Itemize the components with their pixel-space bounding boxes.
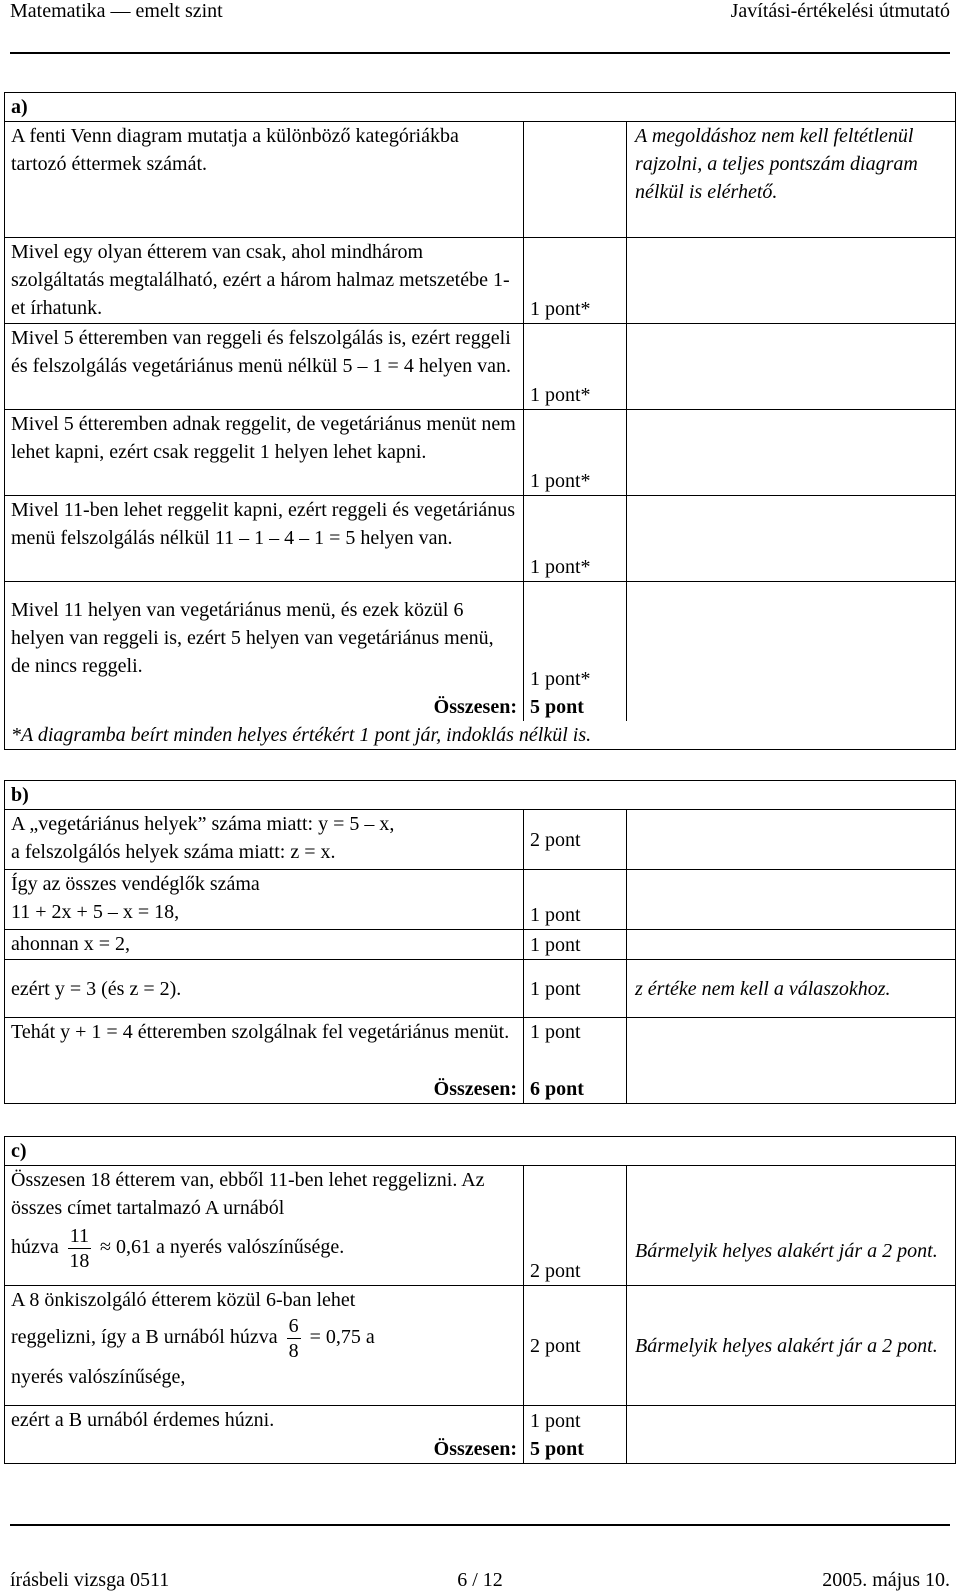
b-row-2a: Így az összes vendéglők száma xyxy=(11,873,260,895)
a-row-4-note xyxy=(627,409,955,495)
c-row-2-text xyxy=(5,1285,524,1405)
b-row-4-text: ezért y = 3 (és z = 2). xyxy=(5,959,524,1017)
c-row-1a: Összesen 18 étterem van, ebből 11-ben lehet reggelizni. Az összes címet tartalmazó A urnából xyxy=(11,1169,485,1219)
a-footnote: *A diagramba beírt minden helyes értékért 1 pont jár, indoklás nélkül is. xyxy=(11,724,592,746)
a-row-1-text: A fenti Venn diagram mutatja a különböző kategóriákba tartozó éttermek számát. xyxy=(5,121,524,237)
a-total-value: 5 pont xyxy=(524,693,627,721)
c-row-2-fraction xyxy=(287,1314,301,1363)
c-row-2c: nyerés valószínűsége, xyxy=(11,1366,186,1388)
c-row-2-denominator: 8 xyxy=(288,1340,299,1362)
b-row-3-points: 1 pont xyxy=(524,929,627,959)
a-row-4-points: 1 pont* xyxy=(524,409,627,495)
a-row-5-points: 1 pont* xyxy=(524,495,627,581)
footer-right: 2005. május 10. xyxy=(822,1569,950,1591)
header-left: Matematika — emelt szint xyxy=(10,0,223,22)
a-row-3-text: Mivel 5 étteremben van reggeli és felszolgálás is, ezért reggeli és felszolgálás vegetáriánus menü nélkül 5 – 1 = 4 helyen van. xyxy=(5,323,524,409)
a-row-6-note xyxy=(627,581,955,693)
c-row-1-points: 2 pont xyxy=(524,1165,627,1285)
c-row-1-text xyxy=(5,1165,524,1285)
b-row-1-text xyxy=(5,809,524,869)
b-row-1a: A „vegetáriánus helyek” száma miatt: y = 5 – x, xyxy=(11,813,395,835)
header-right: Javítási-értékelési útmutató xyxy=(730,0,950,22)
a-row-3-note xyxy=(627,323,955,409)
a-row-6-text: Mivel 11 helyen van vegetáriánus menü, és ezek közül 6 helyen van reggeli is, ezért 5 helyen van vegetáriánus menü, de nincs reggeli. xyxy=(5,581,524,693)
c-row-1-pre: húzva xyxy=(11,1236,59,1259)
b-total-label: Összesen: xyxy=(5,1075,524,1103)
section-b-table xyxy=(4,780,956,1104)
c-row-1-denominator: 18 xyxy=(69,1250,90,1272)
c-row-3-text: ezért a B urnából érdemes húzni. xyxy=(5,1405,524,1435)
section-a-label: a) xyxy=(11,96,28,118)
footer-left: írásbeli vizsga 0511 xyxy=(10,1569,170,1591)
a-row-2-points: 1 pont* xyxy=(524,237,627,323)
page-footer xyxy=(10,1524,950,1596)
section-c-table xyxy=(4,1136,956,1464)
a-row-2-note xyxy=(627,237,955,323)
b-total-value: 6 pont xyxy=(524,1075,627,1103)
a-row-3-points: 1 pont* xyxy=(524,323,627,409)
c-row-3-points: 1 pont xyxy=(524,1405,627,1435)
section-b-label: b) xyxy=(11,784,29,806)
b-row-1b: a felszolgálós helyek száma miatt: z = x. xyxy=(11,841,336,863)
b-row-4-note: z értéke nem kell a válaszokhoz. xyxy=(627,959,955,1017)
a-row-5-note xyxy=(627,495,955,581)
c-row-1-numerator: 11 xyxy=(69,1225,90,1247)
b-row-3-text: ahonnan x = 2, xyxy=(5,929,524,959)
b-row-4-points: 1 pont xyxy=(524,959,627,1017)
c-row-1-note: Bármelyik helyes alakért jár a 2 pont. xyxy=(627,1165,955,1285)
c-row-2-points: 2 pont xyxy=(524,1285,627,1405)
b-row-2-text xyxy=(5,869,524,929)
c-row-2-numerator: 6 xyxy=(288,1315,299,1337)
a-row-4-text: Mivel 5 étteremben adnak reggelit, de vegetáriánus menüt nem lehet kapni, ezért csak reggelit 1 helyen lehet kapni. xyxy=(5,409,524,495)
c-row-1-fraction xyxy=(68,1224,91,1273)
a-row-6-points: 1 pont* xyxy=(524,581,627,693)
a-total-label: Összesen: xyxy=(5,693,524,721)
b-row-5-points: 1 pont xyxy=(524,1017,627,1075)
section-a-table xyxy=(4,92,956,750)
c-row-2-pre: reggelizni, így a B urnából húzva xyxy=(11,1326,278,1349)
a-row-1-points xyxy=(524,121,627,237)
c-row-1-post: ≈ 0,61 a nyerés valószínűsége. xyxy=(100,1236,345,1259)
section-c-label: c) xyxy=(11,1140,27,1162)
b-row-2-points: 1 pont xyxy=(524,869,627,929)
c-total-value: 5 pont xyxy=(524,1435,627,1463)
c-row-2-post: = 0,75 a xyxy=(309,1326,375,1349)
b-row-1-points: 2 pont xyxy=(524,809,627,869)
b-row-5-text: Tehát y + 1 = 4 étteremben szolgálnak fel vegetáriánus menüt. xyxy=(5,1017,524,1075)
b-row-2b: 11 + 2x + 5 – x = 18, xyxy=(11,901,180,923)
c-row-2-note: Bármelyik helyes alakért jár a 2 pont. xyxy=(627,1285,955,1405)
footer-page-number: 6 / 12 xyxy=(457,1569,503,1591)
c-total-label: Összesen: xyxy=(5,1435,524,1463)
a-row-2-text: Mivel egy olyan étterem van csak, ahol mindhárom szolgáltatás megtalálható, ezért a három halmaz metszetébe 1-et írhatunk. xyxy=(5,237,524,323)
c-row-2a: A 8 önkiszolgáló étterem közül 6-ban lehet xyxy=(11,1289,356,1311)
a-row-5-text: Mivel 11-ben lehet reggelit kapni, ezért reggeli és vegetáriánus menü felszolgálás nélkül 11 – 1 – 4 – 1 = 5 helyen van. xyxy=(5,495,524,581)
page-header xyxy=(10,0,950,54)
a-row-1-note: A megoldáshoz nem kell feltétlenül rajzolni, a teljes pontszám diagram nélkül is elérhető. xyxy=(627,121,955,237)
